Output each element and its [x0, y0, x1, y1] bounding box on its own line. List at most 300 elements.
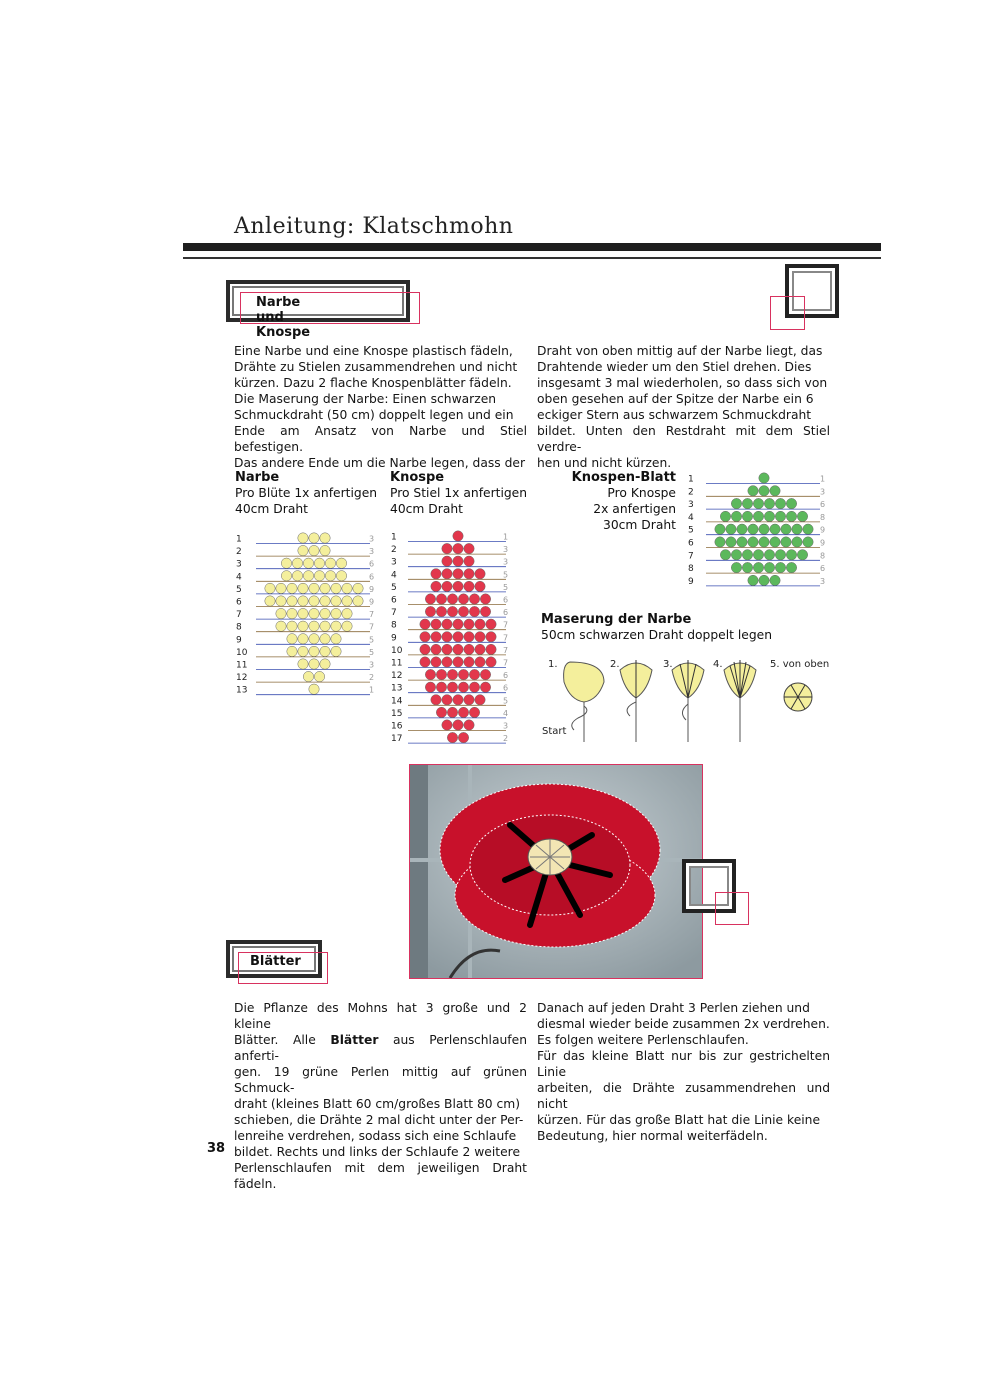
bead [314, 671, 324, 681]
row-number: 8 [236, 622, 242, 633]
bead [287, 583, 297, 593]
bead [436, 594, 446, 604]
bead [447, 594, 457, 604]
bead [298, 621, 308, 631]
bead [458, 669, 468, 679]
bead-count: 3 [820, 576, 826, 586]
step-5-icon [784, 683, 812, 711]
bead [320, 659, 330, 669]
page-title: Anleitung: Klatschmohn [234, 214, 514, 239]
row-number: 1 [391, 532, 397, 543]
bead [475, 581, 485, 591]
bead-count: 6 [369, 572, 375, 582]
bead [453, 569, 463, 579]
row-number: 12 [391, 671, 403, 682]
start-label: Start [542, 726, 567, 737]
bead [486, 644, 496, 654]
bead [287, 634, 297, 644]
intro-text-right: Draht von oben mittig auf der Narbe liegt, das Drahtende wieder um den Stiel drehen. Dies insgesamt 3 mal wiederholen, so dass sich von oben gesehen auf der Spitze der Narbe ein 6 eckiger Stern aus schwarzem Schmuckdraht bildet. Unten den Restdraht mit dem Stiel verdre- hen und nicht kürzen. [537, 344, 830, 470]
bead [420, 657, 430, 667]
knospenblatt-title: Knospen-Blatt [571, 470, 676, 485]
bead [775, 550, 785, 560]
bead [320, 596, 330, 606]
row-number: 4 [688, 512, 694, 523]
bead [425, 682, 435, 692]
bead [715, 524, 725, 534]
bead [298, 545, 308, 555]
bead [792, 524, 802, 534]
bead [436, 669, 446, 679]
row-number: 1 [688, 474, 694, 485]
bead [453, 581, 463, 591]
bead [464, 543, 474, 553]
bead [464, 619, 474, 629]
step-2-icon [620, 660, 652, 742]
bead [786, 550, 796, 560]
bead [475, 657, 485, 667]
bead [748, 537, 758, 547]
row-number: 8 [391, 620, 397, 631]
bead [453, 556, 463, 566]
bead [442, 619, 452, 629]
bead [431, 695, 441, 705]
bead [320, 583, 330, 593]
bead [320, 646, 330, 656]
bead [781, 537, 791, 547]
bead [281, 571, 291, 581]
bead [469, 606, 479, 616]
row-number: 2 [391, 545, 397, 556]
step-label-4: 4. [713, 659, 723, 670]
bead [309, 583, 319, 593]
bead [287, 608, 297, 618]
knospe-line1: Pro Stiel 1x anfertigen [390, 486, 528, 500]
row-number: 1 [236, 534, 242, 545]
bead-count: 1 [503, 532, 509, 542]
bead-count: 7 [503, 658, 509, 668]
bead [309, 646, 319, 656]
bead [475, 569, 485, 579]
bead [442, 695, 452, 705]
bead [342, 583, 352, 593]
bead [331, 621, 341, 631]
bead [781, 524, 791, 534]
step-label-2: 2. [610, 659, 620, 670]
bead-count: 7 [503, 645, 509, 655]
bead [720, 550, 730, 560]
bead [276, 596, 286, 606]
bead [480, 606, 490, 616]
maserung-title: Maserung der Narbe [541, 612, 692, 627]
blaetter-text-right: Danach auf jeden Draht 3 Perlen ziehen und diesmal wieder beide zusammen 2x verdrehen. Es folgen weitere Perlenschlaufen. Für das kleine Blatt nur bis zur gestrichelten Linie arbeiten, die Drähte zusammendrehen und nicht kürzen. Für das große Blatt hat die Linie keine Bedeutung, hier normal weiterfädeln. [537, 1001, 830, 1143]
bead-count: 7 [369, 622, 375, 632]
bead [447, 732, 457, 742]
bead [453, 543, 463, 553]
bead [353, 596, 363, 606]
bead [309, 659, 319, 669]
bead-count: 3 [369, 660, 375, 670]
bead [292, 558, 302, 568]
bead [803, 537, 813, 547]
bead [420, 644, 430, 654]
bead [759, 537, 769, 547]
row-number: 11 [236, 660, 248, 671]
bead [431, 581, 441, 591]
bead-count: 6 [369, 559, 375, 569]
bead [486, 657, 496, 667]
bead [436, 707, 446, 717]
bead-count: 9 [820, 538, 826, 548]
bead-count: 3 [503, 721, 509, 731]
bead [464, 644, 474, 654]
bead [486, 619, 496, 629]
bead [420, 619, 430, 629]
bead [715, 537, 725, 547]
bead [731, 550, 741, 560]
narbe-line1: Pro Blüte 1x anfertigen [235, 486, 378, 500]
bead [458, 707, 468, 717]
bead [453, 720, 463, 730]
bead [726, 524, 736, 534]
row-number: 6 [391, 595, 397, 606]
bead [442, 720, 452, 730]
bead [287, 621, 297, 631]
bead [775, 498, 785, 508]
bead [320, 634, 330, 644]
row-number: 3 [236, 559, 242, 570]
bead [320, 545, 330, 555]
bead [453, 531, 463, 541]
bead [480, 669, 490, 679]
bead [786, 562, 796, 572]
bead-count: 6 [503, 683, 509, 693]
bead [759, 473, 769, 483]
step-label-3: 3. [663, 659, 673, 670]
bead [453, 695, 463, 705]
bead-count: 6 [503, 671, 509, 681]
row-number: 7 [688, 551, 694, 562]
bead [464, 569, 474, 579]
bead [442, 657, 452, 667]
bead [336, 571, 346, 581]
bead [753, 498, 763, 508]
bead [298, 533, 308, 543]
bead [265, 583, 275, 593]
bead [336, 558, 346, 568]
bead-count: 9 [369, 584, 375, 594]
bead-count: 9 [820, 525, 826, 535]
bead [331, 608, 341, 618]
knospe-caption [390, 470, 527, 517]
bead [742, 498, 752, 508]
bead [303, 558, 313, 568]
bead-count: 3 [369, 534, 375, 544]
bead [425, 594, 435, 604]
bead [287, 596, 297, 606]
bead [287, 646, 297, 656]
row-number: 14 [391, 696, 403, 707]
narbe-caption [235, 470, 377, 517]
bead [442, 581, 452, 591]
bead [458, 682, 468, 692]
bead [475, 644, 485, 654]
bead [475, 619, 485, 629]
row-number: 6 [236, 597, 242, 608]
row-number: 5 [688, 525, 694, 536]
bead-count: 6 [820, 564, 826, 574]
bead [298, 634, 308, 644]
bead [464, 657, 474, 667]
bead [759, 486, 769, 496]
bead [431, 569, 441, 579]
bead [464, 695, 474, 705]
bead-count: 1 [369, 685, 375, 695]
bead [442, 543, 452, 553]
bead [442, 644, 452, 654]
row-number: 16 [391, 721, 403, 732]
bead [737, 524, 747, 534]
maserung-subtitle: 50cm schwarzen Draht doppelt legen [541, 628, 773, 642]
bead [803, 524, 813, 534]
bead-count: 2 [503, 734, 509, 744]
bead [742, 550, 752, 560]
row-number: 6 [688, 538, 694, 549]
row-number: 5 [236, 584, 242, 595]
row-number: 13 [236, 685, 248, 696]
bead [770, 575, 780, 585]
bead [431, 632, 441, 642]
bead-count: 5 [503, 570, 509, 580]
bead [309, 596, 319, 606]
row-number: 9 [236, 635, 242, 646]
bead [726, 537, 736, 547]
bead [469, 707, 479, 717]
bead-count: 5 [369, 647, 375, 657]
bead [447, 682, 457, 692]
bead [753, 511, 763, 521]
bead [469, 594, 479, 604]
maserung-steps-diagram [540, 652, 830, 744]
bead [298, 596, 308, 606]
bead-count: 9 [369, 597, 375, 607]
bead [447, 669, 457, 679]
bead [464, 581, 474, 591]
header-rule-thin [183, 257, 881, 259]
bead [303, 671, 313, 681]
bead [309, 545, 319, 555]
row-number: 7 [236, 610, 242, 621]
bead [309, 608, 319, 618]
bead [748, 486, 758, 496]
row-number: 11 [391, 658, 403, 669]
narbe-title: Narbe [235, 470, 280, 485]
bead [775, 562, 785, 572]
bead [342, 608, 352, 618]
bead [759, 575, 769, 585]
bead [797, 511, 807, 521]
bead-count: 6 [503, 608, 509, 618]
bead [331, 634, 341, 644]
bead [797, 550, 807, 560]
knospe-title: Knospe [390, 470, 445, 485]
bead [731, 562, 741, 572]
step-label-1: 1. [548, 659, 558, 670]
row-number: 10 [236, 647, 248, 658]
bead [292, 571, 302, 581]
bead-count: 7 [369, 610, 375, 620]
row-number: 4 [391, 570, 397, 581]
bead [325, 571, 335, 581]
bead-count: 3 [820, 487, 826, 497]
bead [425, 606, 435, 616]
bead [720, 511, 730, 521]
knospenblatt-line3: 30cm Draht [603, 518, 676, 532]
bead [458, 594, 468, 604]
bead-count: 3 [369, 547, 375, 557]
poppy-illustration [410, 765, 702, 978]
knospenblatt-caption [560, 470, 676, 533]
bead [331, 583, 341, 593]
row-number: 2 [688, 487, 694, 498]
bead-count: 7 [503, 633, 509, 643]
bead-count: 7 [503, 620, 509, 630]
bead [442, 556, 452, 566]
bead [342, 621, 352, 631]
bead [314, 571, 324, 581]
knospe-line2: 40cm Draht [390, 502, 463, 516]
step-4-icon [724, 660, 756, 742]
row-number: 3 [688, 500, 694, 511]
row-number: 4 [236, 572, 242, 583]
header-rule-thick [183, 243, 881, 251]
bead [753, 550, 763, 560]
bead [309, 533, 319, 543]
bead-count: 2 [369, 673, 375, 683]
bead [447, 707, 457, 717]
row-number: 9 [391, 633, 397, 644]
bead [480, 682, 490, 692]
bead [320, 533, 330, 543]
bead [447, 606, 457, 616]
bead [770, 537, 780, 547]
knospenblatt-line1: Pro Knospe [607, 486, 676, 500]
bead [742, 511, 752, 521]
bead-count: 6 [820, 500, 826, 510]
bead-count: 3 [503, 557, 509, 567]
row-number: 7 [391, 608, 397, 619]
bead [320, 621, 330, 631]
row-number: 3 [391, 557, 397, 568]
bead [303, 571, 313, 581]
step-1-icon [564, 662, 604, 742]
bead [469, 682, 479, 692]
bead [458, 606, 468, 616]
section-heading: Narbe und Knospe [256, 295, 311, 340]
bead [764, 562, 774, 572]
bead [431, 644, 441, 654]
bead [464, 556, 474, 566]
bead [786, 511, 796, 521]
blaetter-text-left: Die Pflanze des Mohns hat 3 große und 2 kleine Blätter. Alle Blätter aus Perlenschlaufen anferti- gen. 19 grüne Perlen mittig auf grünen Schmuck- draht (kleines Blatt 60 cm/großes Blatt 80 cm) schieben, die Drähte 2 mal dicht unter der Per- lenreihe verdrehen, sodass sich eine Schlaufe bildet. Rechts und links der Schlaufe 2 weitere Perlenschlaufen mit dem jeweiligen Draht fädeln. [234, 1001, 527, 1191]
bead [314, 558, 324, 568]
bead [276, 621, 286, 631]
bead [325, 558, 335, 568]
bead [265, 596, 275, 606]
bead-count: 1 [820, 474, 826, 484]
row-number: 10 [391, 645, 403, 656]
knospe-bead-pattern [388, 530, 518, 750]
row-number: 17 [391, 734, 403, 745]
bead [453, 657, 463, 667]
poppy-photo [409, 764, 703, 979]
bead [431, 619, 441, 629]
bead [764, 498, 774, 508]
bead [464, 720, 474, 730]
bead [320, 608, 330, 618]
bead [425, 669, 435, 679]
bead [458, 732, 468, 742]
row-number: 9 [688, 576, 694, 587]
bead [764, 550, 774, 560]
bead [298, 583, 308, 593]
bead [431, 657, 441, 667]
knospenblatt-line2: 2x anfertigen [593, 502, 676, 516]
bead-count: 5 [503, 582, 509, 592]
bead [276, 608, 286, 618]
bead [753, 562, 763, 572]
bead [436, 682, 446, 692]
row-number: 15 [391, 708, 403, 719]
bead [331, 596, 341, 606]
blaetter-heading: Blätter [250, 954, 301, 969]
bead [759, 524, 769, 534]
narbe-bead-pattern [232, 530, 382, 700]
bead [464, 632, 474, 642]
bead [309, 684, 319, 694]
bead-count: 8 [820, 512, 826, 522]
bead [442, 632, 452, 642]
bead [770, 524, 780, 534]
step-3-icon [672, 660, 704, 742]
bead [775, 511, 785, 521]
bead [480, 594, 490, 604]
bead [309, 634, 319, 644]
bead [475, 695, 485, 705]
bead [764, 511, 774, 521]
page-number: 38 [207, 1141, 226, 1156]
knospenblatt-bead-pattern [684, 470, 832, 590]
bead-count: 4 [503, 708, 509, 718]
bead [731, 498, 741, 508]
bead [298, 608, 308, 618]
bead [486, 632, 496, 642]
bead [420, 632, 430, 642]
row-number: 5 [391, 582, 397, 593]
bead [309, 621, 319, 631]
bead [786, 498, 796, 508]
row-number: 13 [391, 683, 403, 694]
bead [436, 606, 446, 616]
intro-text-left: Eine Narbe und eine Knospe plastisch fädeln, Drähte zu Stielen zusammendrehen und nicht kürzen. Dazu 2 flache Knospenblätter fädeln. Die Maserung der Narbe: Einen schwarzen Schmuckdraht (50 cm) doppelt legen und ein Ende am Ansatz von Narbe und Stiel befestigen. Das andere Ende um die Narbe legen, dass der [234, 344, 527, 470]
bead-count: 3 [503, 545, 509, 555]
bead [298, 659, 308, 669]
bead [748, 575, 758, 585]
step-label-5: 5. von oben [770, 659, 830, 670]
bead [742, 562, 752, 572]
bead [331, 646, 341, 656]
bead [469, 669, 479, 679]
bead [442, 569, 452, 579]
